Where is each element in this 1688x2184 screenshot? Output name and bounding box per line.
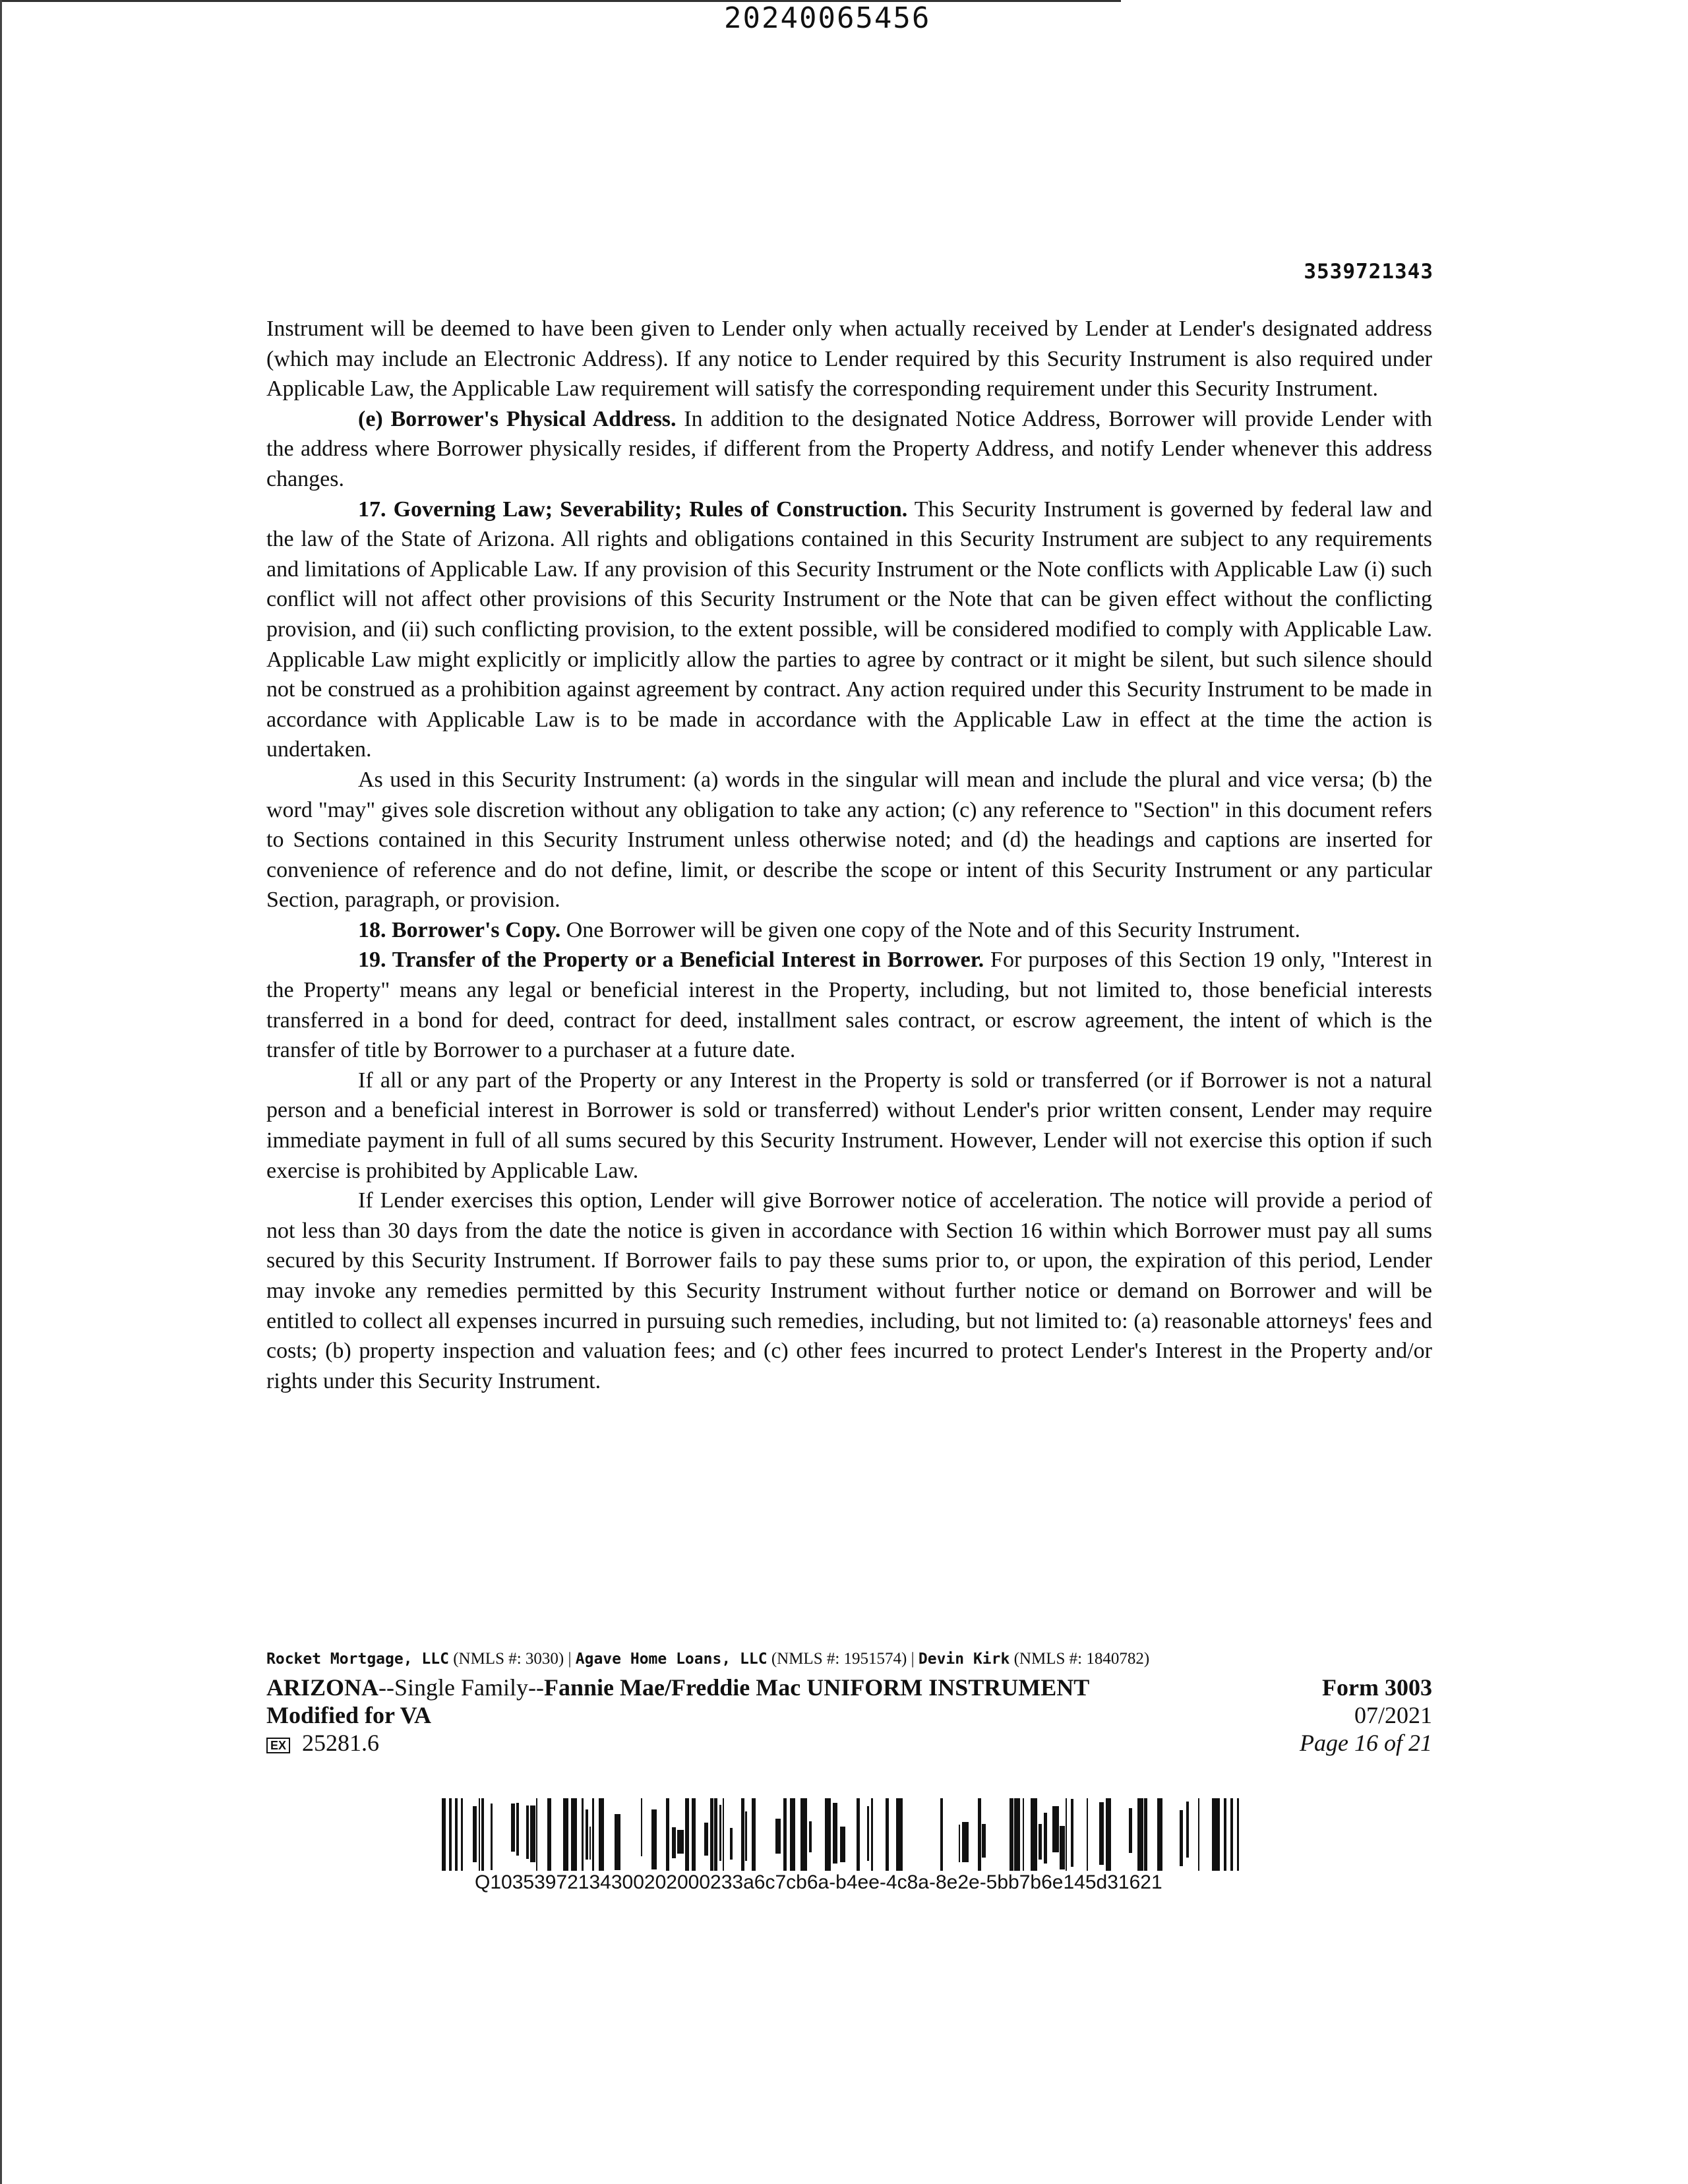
text-e: In addition to the designated Notice Address, Borrower will provide Lender with the address where Borrower physically resides, if different from the Property Address, and notify Lender whenever this address changes. [266, 406, 1433, 491]
lender-nmls: (NMLS #: 3030) | [448, 1650, 576, 1668]
heading-19: 19. Transfer of the Property or a Beneficial Interest in Borrower. [358, 948, 984, 973]
barcode-image [442, 1798, 1244, 1871]
heading-18: 18. Borrower's Copy. [358, 917, 561, 942]
section-17-construction: As used in this Security Instrument: (a) words in the singular will mean and include the plural and vice versa; (b) the word "may" gives sole discretion without any obligation to take any action; (c) any reference to "Section" in this document refers to Sections contained in this Security Instrument unless otherwise noted; and (d) the headings and captions are inserted for convenience of reference and do not define, limit, or describe the scope or intent of this Security Instrument or any particular Section, paragraph, or provision. [266, 767, 1432, 913]
paragraph-e [266, 404, 1432, 495]
form-number-label: Form 3003 [1322, 1674, 1432, 1701]
page-number-label: Page 16 of 21 [1300, 1730, 1432, 1756]
form-title-block [266, 1674, 1089, 1757]
form-modified [266, 1701, 1089, 1729]
text-19: For purposes of this Section 19 only, "Interest in the Property" means any legal or beneficial interest in the Property, including, but not limited to, those beneficial interests transferred in a bond for deed, contract for deed, installment sales contract, or escrow agreement, the intent of which is the transfer of title by Borrower to a purchaser at a future date. [266, 948, 1432, 1063]
barcode-text: Q10353972134300202000233a6c7cb6a-b4ee-4c8a-8e2e-5bb7b6e145d31621 [475, 1871, 1162, 1893]
loan-officer-name: Devin Kirk [918, 1651, 1010, 1668]
text-18: One Borrower will be given one copy of the Note and of this Security Instrument. [560, 917, 1300, 942]
recording-number: 20240065456 [724, 1, 931, 35]
form-title [266, 1674, 1089, 1701]
lender-name: Rocket Mortgage, LLC [266, 1651, 449, 1668]
broker-nmls: (NMLS #: 1951574) | [767, 1650, 919, 1668]
section-18 [266, 915, 1432, 946]
form-title-state: ARIZONA [266, 1674, 379, 1701]
form-modified-label: Modified for VA [266, 1702, 432, 1728]
section-17 [266, 495, 1432, 765]
doc-code: 25281.6 [302, 1730, 380, 1756]
left-border-line [0, 0, 2, 2184]
section-19 [266, 945, 1432, 1065]
form-id-row [266, 1674, 1432, 1757]
loan-officer-nmls: (NMLS #: 1840782) [1010, 1650, 1150, 1668]
document-body [266, 314, 1432, 1396]
doc-code-row [266, 1729, 1089, 1757]
form-date: 07/2021 [1354, 1702, 1432, 1728]
top-border-line [0, 0, 1121, 2]
section-19-transfer: If all or any part of the Property or any Interest in the Property is sold or transferred (or if Borrower is not a natural person and a beneficial interest in Borrower is sold or transferred) without Lender's prior written consent, Lender may require immediate payment in full of all sums secured by this Security Instrument. However, Lender will not exercise this option if such exercise is prohibited by Applicable Law. [266, 1068, 1432, 1183]
section-19-acceleration: If Lender exercises this option, Lender will give Borrower notice of acceleration. The notice will provide a period of not less than 30 days from the date the notice is given in accordance with Section 16 within which Borrower must pay all sums secured by this Security Instrument. If Borrower fails to pay these sums prior to, or upon, the expiration of this period, Lender may invoke any remedies permitted by this Security Instrument without further notice or demand on Borrower and will be entitled to collect all expenses incurred in pursuing such remedies, including, but not limited to: (a) reasonable attorneys' fees and costs; (b) property inspection and valuation fees; and (c) other fees incurred to protect Lender's Interest in the Property and/or rights under this Security Instrument. [266, 1188, 1432, 1393]
form-title-instrument: Fannie Mae/Freddie Mac UNIFORM INSTRUMENT [543, 1674, 1090, 1701]
heading-17: 17. Governing Law; Severability; Rules of Construction. [358, 497, 908, 522]
loan-number: 3539721343 [1304, 260, 1433, 284]
form-title-type: --Single Family-- [378, 1674, 544, 1701]
paragraph-continuation: Instrument will be deemed to have been given to Lender only when actually received by Lender at Lender's designated address (which may include an Electronic Address). If any notice to Lender required by this Security Instrument is also required under Applicable Law, the Applicable Law requirement will satisfy the corresponding requirement under this Security Instrument. [266, 317, 1432, 402]
form-number-block [1300, 1674, 1432, 1757]
text-17: This Security Instrument is governed by federal law and the law of the State of Arizona. All rights and obligations contained in this Security Instrument are subject to any requirements and limitations of Applicable Law. If any provision of this Security Instrument or the Note conflicts with Applicable Law (i) such conflict will not affect other provisions of this Security Instrument or the Note that can be given effect without the conflicting provision, and (ii) such conflicting provision, to the extent possible, will be considered modified to comply with Applicable Law. Applicable Law might explicitly or implicitly allow the parties to agree by contract or it might be silent, but such silence should not be construed as a prohibition against agreement by contract. Any action required under this Security Instrument to be made in accordance with Applicable Law is to be made in accordance with the Applicable Law in effect at the time the action is undertaken. [266, 497, 1433, 762]
form-number [1300, 1674, 1432, 1701]
ex-icon: EX [266, 1738, 290, 1753]
form-footer [266, 1649, 1432, 1757]
originator-line [266, 1649, 1432, 1670]
heading-e: (e) Borrower's Physical Address. [358, 406, 677, 431]
page-number [1300, 1729, 1432, 1757]
broker-name: Agave Home Loans, LLC [575, 1651, 768, 1668]
